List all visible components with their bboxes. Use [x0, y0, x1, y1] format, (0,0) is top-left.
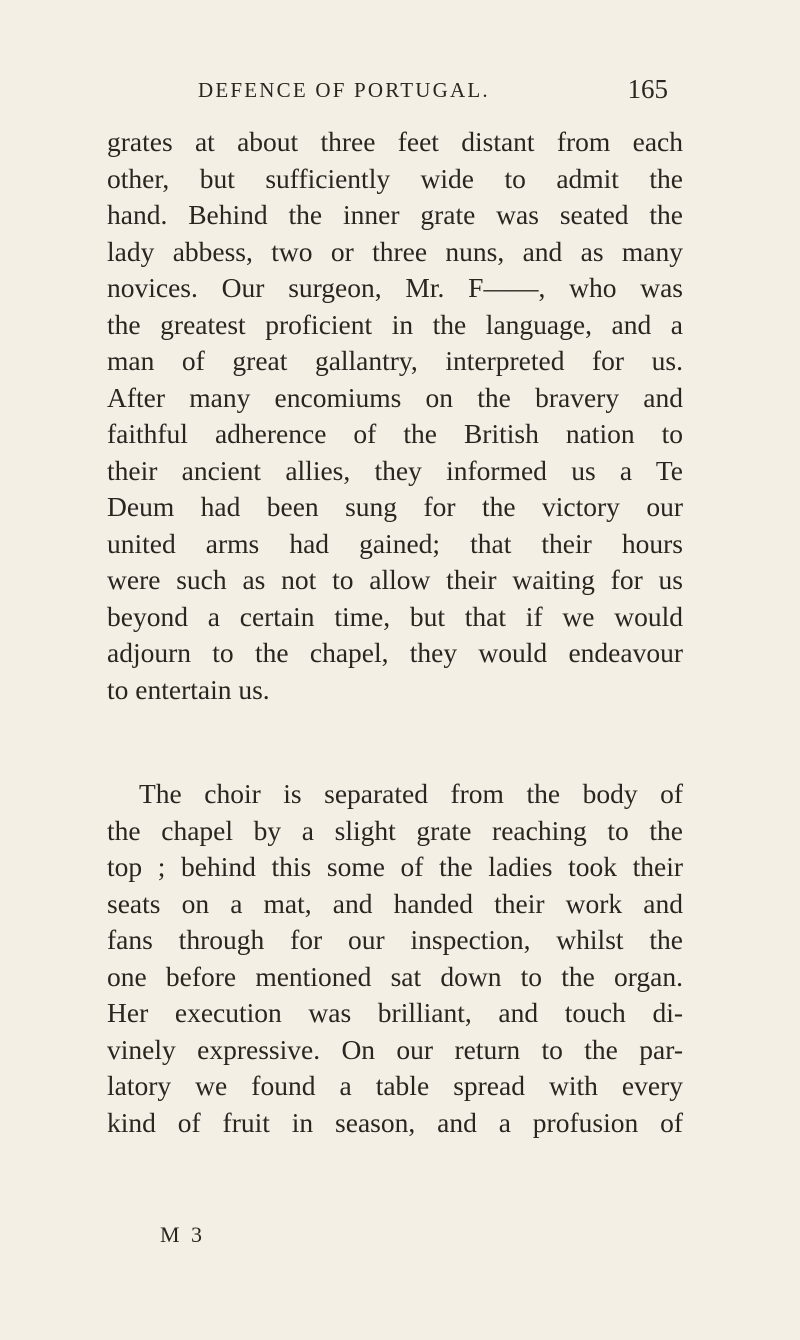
text-line: adjourn to the chapel, they would endeavour — [107, 637, 683, 668]
paragraph-1 — [107, 124, 683, 708]
text-line: were such as not to allow their waiting for us — [107, 564, 683, 595]
text-line: novices. Our surgeon, Mr. F——, who was — [107, 272, 683, 303]
text-line: man of great gallantry, interpreted for us. — [107, 345, 683, 376]
text-line: lady abbess, two or three nuns, and as many — [107, 235, 683, 267]
text-line: other, but sufficiently wide to admit the — [107, 162, 683, 194]
text-line: vinely expressive. On our return to the par- — [107, 1033, 683, 1065]
text-line: After many encomiums on the bravery and — [107, 381, 683, 413]
paragraph-gap — [107, 708, 683, 776]
text-line: the chapel by a slight grate reaching to the — [107, 814, 683, 846]
running-title: DEFENCE OF PORTUGAL. — [198, 78, 490, 102]
text-line: seats on a mat, and handed their work and — [107, 887, 683, 919]
text-line: kind of fruit in season, and a profusion of — [107, 1106, 683, 1138]
text-line: to entertain us. — [107, 673, 270, 705]
text-line: fans through for our inspection, whilst the — [107, 924, 683, 955]
text-line: one before mentioned sat down to the organ. — [107, 960, 683, 992]
running-head — [198, 74, 668, 114]
body-text — [107, 124, 683, 1141]
page-number: 165 — [627, 74, 668, 104]
text-line: the greatest proficient in the language, and a — [107, 308, 683, 340]
signature-mark: M 3 — [160, 1222, 206, 1247]
text-line: Deum had been sung for the victory our — [107, 491, 683, 522]
text-line: grates at about three feet distant from each — [107, 126, 683, 157]
text-line: latory we found a table spread with every — [107, 1070, 683, 1101]
text-line: united arms had gained; that their hours — [107, 527, 683, 559]
text-line: top ; behind this some of the ladies took their — [107, 851, 683, 882]
text-line: faithful adherence of the British nation to — [107, 418, 683, 449]
text-line: Her execution was brilliant, and touch di- — [107, 997, 683, 1028]
text-line: hand. Behind the inner grate was seated the — [107, 199, 683, 230]
text-line: their ancient allies, they informed us a Te — [107, 454, 683, 486]
text-line: beyond a certain time, but that if we would — [107, 600, 683, 632]
paragraph-2 — [107, 776, 683, 1141]
text-line: The choir is separated from the body of — [139, 778, 683, 809]
